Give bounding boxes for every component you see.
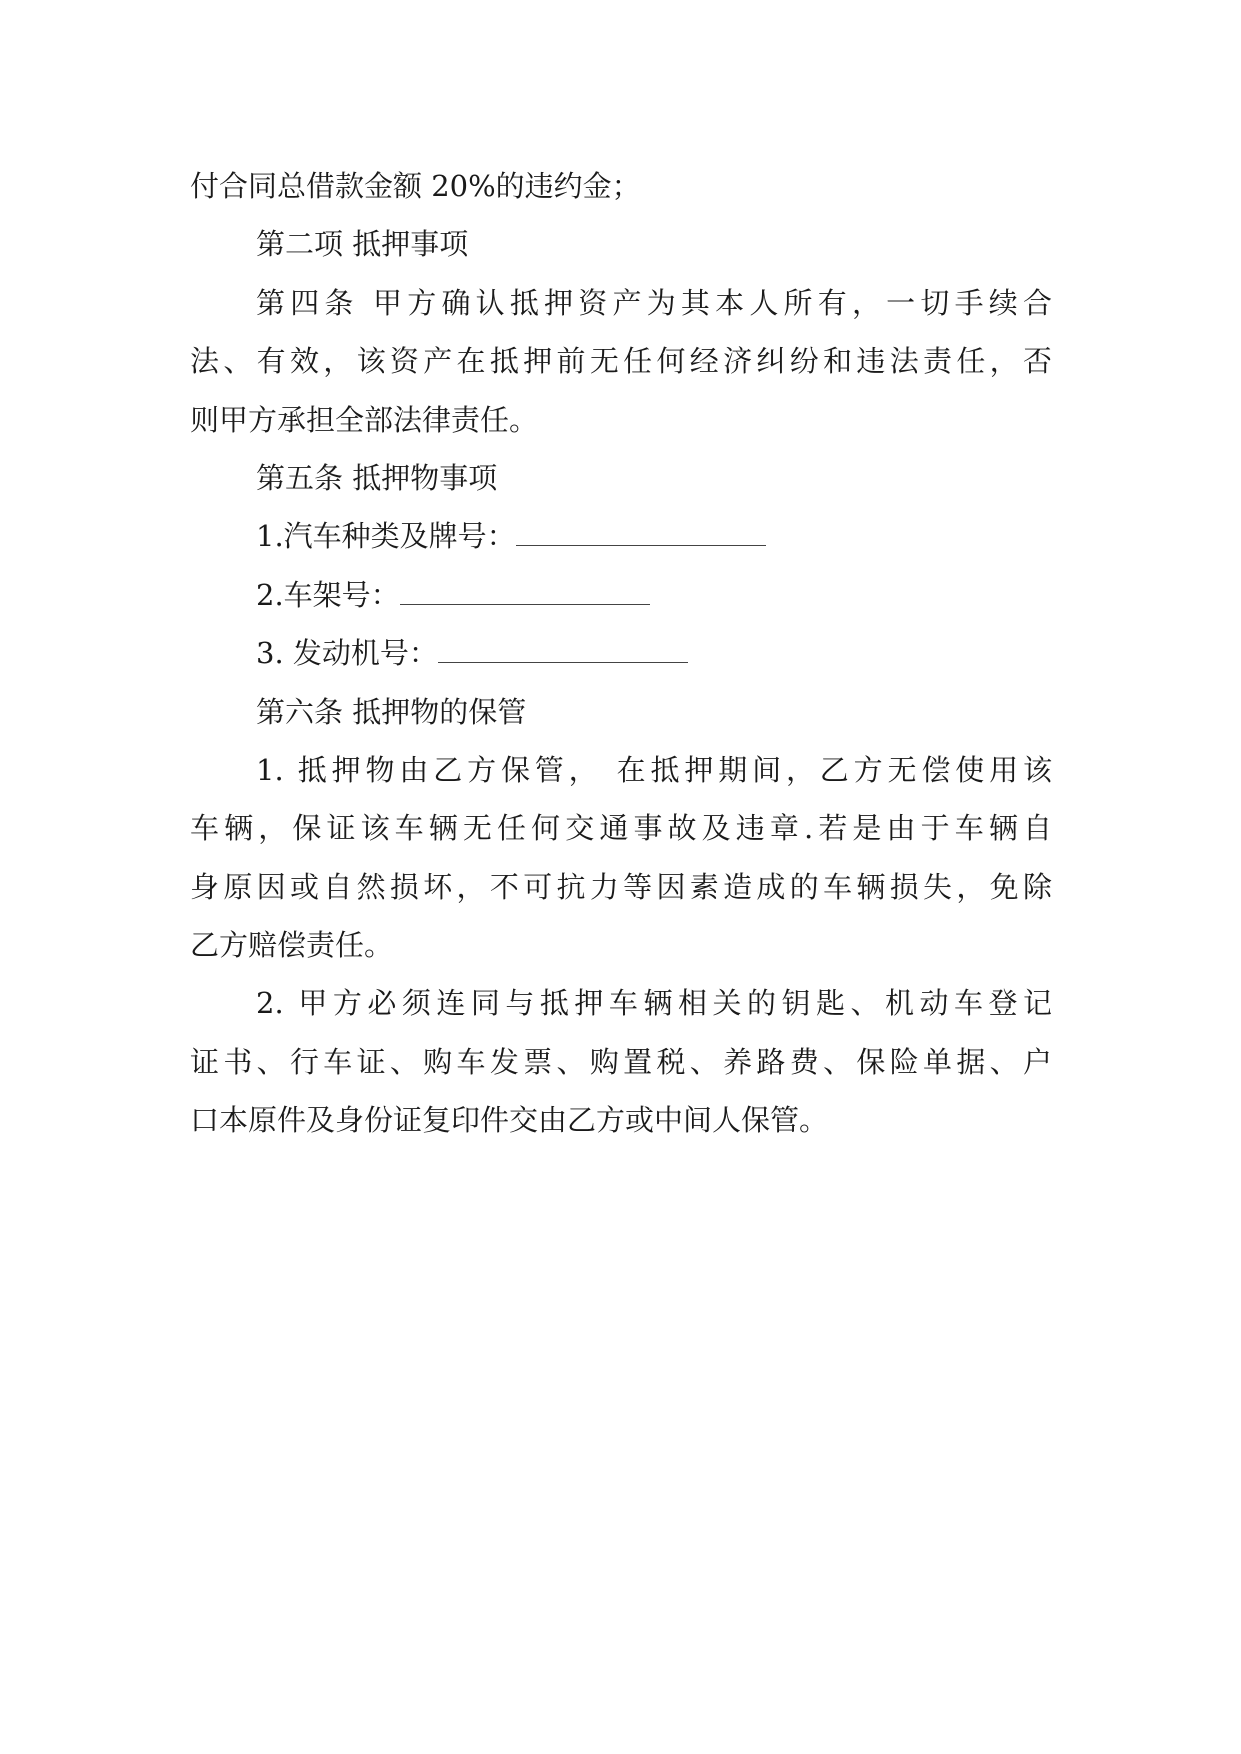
field-vehicle-type-plate [190,507,1052,565]
paragraph-line: 付合同总借款金额 20%的违约金； [190,169,641,203]
paragraph-line: 车辆，保证该车辆无任何交通事故及违章.若是由于车辆自 [190,811,1052,846]
field-label: 2.车架号： [256,577,400,612]
paragraph-line: 1. 抵押物由乙方保管， 在抵押期间，乙方无偿使用该 [256,752,1052,787]
paragraph-line: 2. 甲方必须连同与抵押车辆相关的钥匙、机动车登记 [256,986,1052,1021]
field-engine-number [190,624,1052,682]
article-heading: 第五条 抵押物事项 [256,460,498,495]
document-body [190,157,1052,1150]
field-frame-number [190,566,1052,624]
paragraph-line: 第四条 甲方确认抵押资产为其本人所有，一切手续合 [256,285,1052,320]
fill-in-blank [438,636,688,663]
paragraph-line: 则甲方承担全部法律责任。 [190,402,539,437]
paragraph-line: 身原因或自然损坏，不可抗力等因素造成的车辆损失，免除 [190,869,1052,904]
paragraph-line: 法、有效，该资产在抵押前无任何经济纠纷和违法责任，否 [190,344,1052,379]
paragraph-line: 乙方赔偿责任。 [190,928,394,963]
fill-in-blank [400,578,650,605]
fill-in-blank [516,519,766,546]
section-heading: 第二项 抵押事项 [256,227,469,262]
field-label: 1.汽车种类及牌号： [256,519,516,554]
paragraph-line: 证书、行车证、购车发票、购置税、养路费、保险单据、户 [190,1044,1052,1079]
paragraph-line: 口本原件及身份证复印件交由乙方或中间人保管。 [190,1103,829,1138]
article-heading: 第六条 抵押物的保管 [256,694,527,729]
field-label: 3. 发动机号： [256,636,438,671]
